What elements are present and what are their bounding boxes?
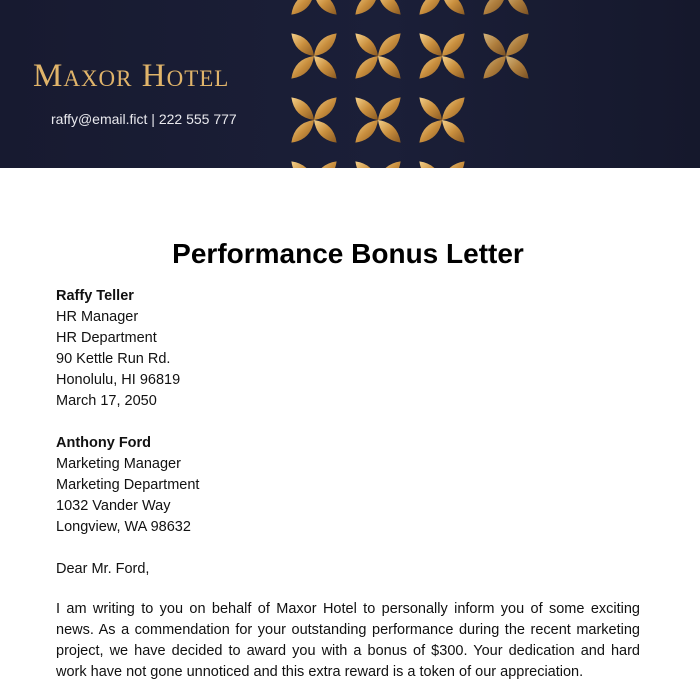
- sender-line: HR Department: [56, 330, 157, 346]
- petal-shape: [378, 120, 401, 143]
- petal-shape: [291, 161, 314, 168]
- petal-shape: [506, 56, 529, 79]
- gold-petal-pattern: [0, 0, 700, 168]
- petal-shape: [355, 161, 378, 168]
- sender-line: 90 Kettle Run Rd.: [56, 351, 171, 367]
- petal-shape: [314, 56, 337, 79]
- petal-shape: [483, 56, 506, 79]
- recipient-line: Longview, WA 98632: [56, 519, 191, 535]
- petal-shape: [442, 33, 465, 56]
- petal-shape: [378, 97, 401, 120]
- petal-shape: [483, 0, 506, 15]
- petal-shape: [419, 161, 442, 168]
- petal-shape: [378, 56, 401, 79]
- petal-shape: [506, 0, 529, 15]
- salutation: Dear Mr. Ford,: [56, 561, 150, 577]
- petal-shape: [314, 161, 337, 168]
- petal-shape: [314, 120, 337, 143]
- petal-shape: [291, 120, 314, 143]
- petal-shape: [442, 161, 465, 168]
- petal-shape: [419, 56, 442, 79]
- body-paragraph: I am writing to you on behalf of Maxor Hotel to personally inform you of some exciting news. As a commendation for your outstanding performance during the recent marketing project, we have decided to award you with a bonus of $300. Your dedication and hard work have not gone unnoticed and this extra reward is a token of our appreciation.: [56, 601, 640, 680]
- petal-shape: [314, 97, 337, 120]
- sender-line: HR Manager: [56, 309, 139, 325]
- recipient-line: 1032 Vander Way: [56, 498, 171, 514]
- sender-name: Raffy Teller: [56, 288, 134, 304]
- recipient-line: Marketing Manager: [56, 456, 181, 472]
- letter-title: Performance Bonus Letter: [172, 238, 524, 269]
- petal-shape: [442, 56, 465, 79]
- sender-block: [56, 286, 640, 412]
- petal-shape: [378, 161, 401, 168]
- petal-shape: [355, 56, 378, 79]
- hotel-name: Maxor Hotel: [33, 58, 230, 94]
- sender-line: Honolulu, HI 96819: [56, 372, 181, 388]
- petal-shape: [291, 0, 314, 15]
- recipient-block: [56, 433, 640, 538]
- petal-shape: [419, 0, 442, 15]
- petal-shape: [483, 33, 506, 56]
- petal-shape: [442, 120, 465, 143]
- letterhead: [0, 0, 700, 168]
- recipient-line: Marketing Department: [56, 477, 200, 493]
- petal-shape: [291, 33, 314, 56]
- petal-shape: [419, 97, 442, 120]
- petal-shape: [442, 97, 465, 120]
- petal-shape: [378, 33, 401, 56]
- recipient-name: Anthony Ford: [56, 435, 152, 451]
- petal-shape: [419, 120, 442, 143]
- petal-shape: [419, 33, 442, 56]
- petal-shape: [506, 33, 529, 56]
- petal-shape: [355, 33, 378, 56]
- sender-date: March 17, 2050: [56, 393, 157, 409]
- letter-body: [0, 238, 700, 683]
- petal-shape: [314, 0, 337, 15]
- petal-shape: [314, 33, 337, 56]
- petal-shape: [355, 120, 378, 143]
- petal-shape: [291, 97, 314, 120]
- petal-shape: [355, 97, 378, 120]
- contact-info: raffy@email.fict | 222 555 777: [51, 111, 237, 127]
- petal-shape: [355, 0, 378, 15]
- petal-shape: [291, 56, 314, 79]
- petal-shape: [442, 0, 465, 15]
- petal-shape: [378, 0, 401, 15]
